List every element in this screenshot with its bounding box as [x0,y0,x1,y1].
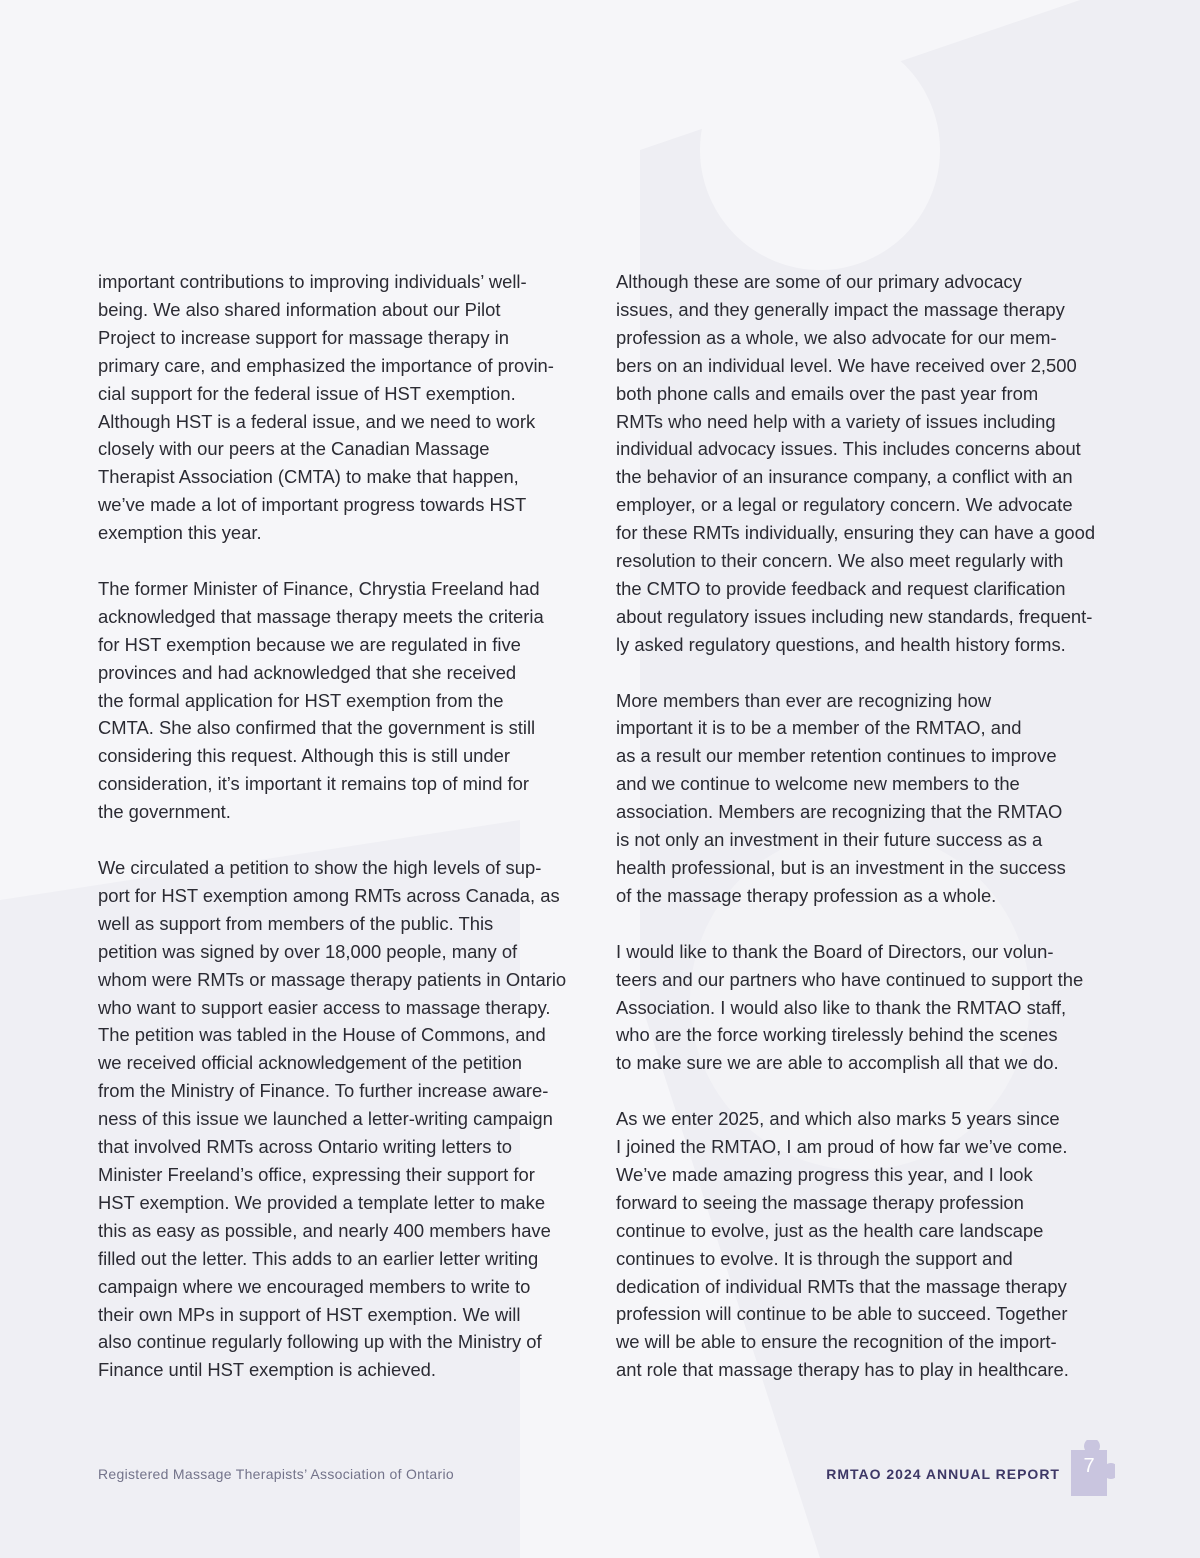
paragraph-pilot-project: important contributions to improving individuals’ well- being. We also shared information about our Pilot Project to increase support for massage therapy in primary care, and emphasized the importance of provin- cial support for the federal issue of HST exemption. Although HST is a federal issue, and we need to work closely with our peers at the Canadian Massage Therapist Association (CMTA) to make that happen, we’ve made a lot of important progress towards HST exemption this year. [98,271,554,544]
footer-report-title: RMTAO 2024 ANNUAL REPORT [826,1466,1060,1482]
paragraph-individual-advocacy: Although these are some of our primary advocacy issues, and they generally impact the massage therapy profession as a whole, we also advocate for our mem- bers on an individual level. We have received over 2,500 both phone calls and emails over the past year from RMTs who need help with a variety of issues including individual advocacy issues. This includes concerns about the behavior of an insurance company, a conflict with an employer, or a legal or regulatory concern. We advocate for these RMTs individually, ensuring they can have a good resolution to their concern. We also meet regularly with the CMTO to provide feedback and request clarification about regulatory issues including new standards, frequent- ly asked regulatory questions, and health history forms. [616,271,1096,655]
paragraph-2025-outlook: As we enter 2025, and which also marks 5 years since I joined the RMTAO, I am proud of how far we’ve come. We’ve made amazing progress this year, and I look forward to seeing the massage therapy profession continue to evolve, just as the health care landscape continues to evolve. It is through the support and dedication of individual RMTs that the massage therapy profession will continue to be able to succeed. Together we will be able to ensure the recognition of the import- ant role that massage therapy has to play in healthcare. [616,1108,1069,1381]
page-number: 7 [1083,1455,1095,1477]
left-text-column [98,268,586,1384]
footer-organization-name: Registered Massage Therapists’ Association of Ontario [98,1466,454,1482]
paragraph-minister-of-finance: The former Minister of Finance, Chrystia Freeland had acknowledged that massage therapy meets the criteria for HST exemption because we are regulated in five provinces and had acknowledged that she received the formal application for HST exemption from the CMTA. She also confirmed that the government is still considering this request. Although this is still under consideration, it’s important it remains top of mind for the government. [98,577,544,823]
paragraph-thanks: I would like to thank the Board of Directors, our volun- teers and our partners who have continued to support the Association. I would also like to thank the RMTAO staff, who are the force working tirelessly behind the scenes to make sure we are able to accomplish all that we do. [616,940,1084,1074]
right-text-column [616,268,1104,1384]
paragraph-member-retention: More members than ever are recognizing how important it is to be a member of the RMTAO, and as a result our member retention continues to improve and we continue to welcome new members to the association. Members are recognizing that the RMTAO is not only an investment in their future success as a health professional, but is an investment in the success of the massage therapy profession as a whole. [616,689,1066,906]
paragraph-petition: We circulated a petition to show the high levels of sup- port for HST exemption among RMTs across Canada, as well as support from members of the public. This petition was signed by over 18,000 people, many of whom were RMTs or massage therapy patients in Ontario who want to support easier access to massage therapy. The petition was tabled in the House of Commons, and we received official acknowledgement of the petition from the Ministry of Finance. To further increase aware- ness of this issue we launched a letter-writing campaign that involved RMTs across Ontario writing letters to Minister Freeland’s office, expressing their support for HST exemption. We provided a template letter to make this as easy as possible, and nearly 400 members have filled out the letter. This adds to an earlier letter writing campaign where we encouraged members to write to their own MPs in support of HST exemption. We will also continue regularly following up with the Ministry of Finance until HST exemption is achieved. [98,857,567,1381]
